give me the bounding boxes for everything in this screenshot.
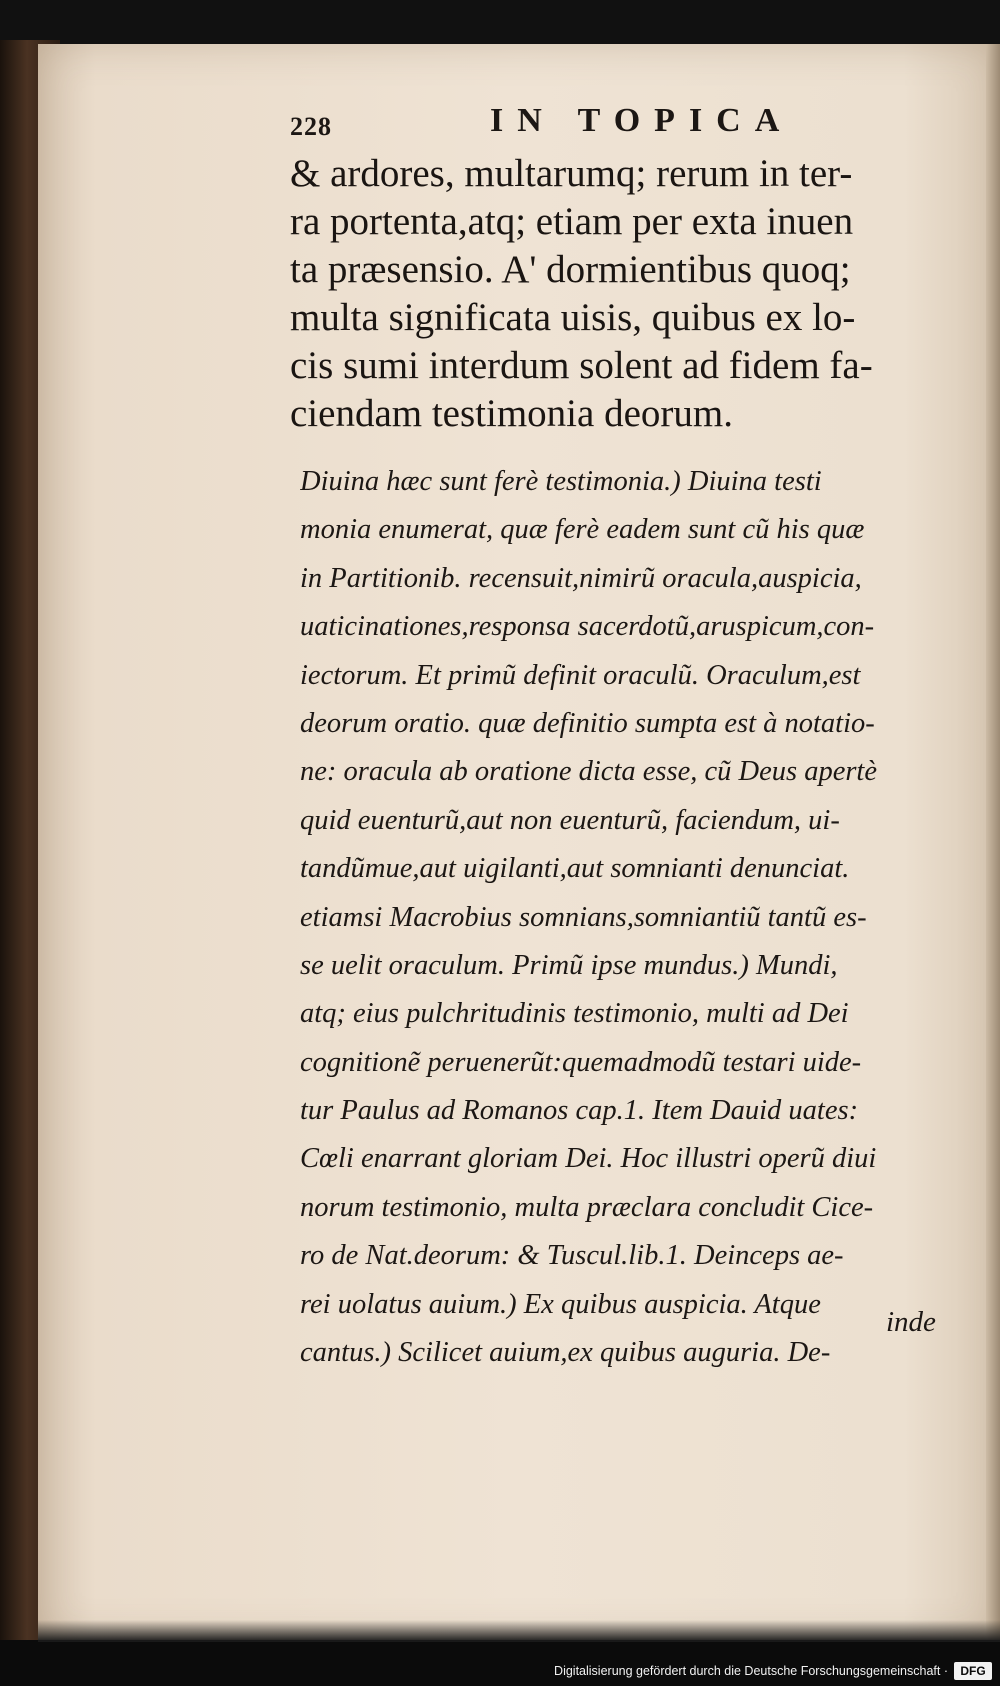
commentary-line: monia enumerat, quæ ferè eadem sunt cũ his quæ xyxy=(300,514,865,546)
commentary-block xyxy=(300,458,960,1377)
commentary-line: Diuina hæc sunt ferè testimonia.) Diuina testi xyxy=(300,466,822,497)
commentary-line: ne: oracula ab oratione dicta esse, cũ Deus apertè xyxy=(300,756,877,788)
text-line: multa significata uisis, quibus ex lo- xyxy=(290,296,856,339)
page-bottom-shadow xyxy=(38,1620,1000,1642)
commentary-line: quid euenturũ,aut non euenturũ, faciendum, ui- xyxy=(300,804,840,836)
commentary-line: iectorum. Et primũ definit oraculũ. Oraculum,est xyxy=(300,659,861,691)
commentary-line: Cœli enarrant gloriam Dei. Hoc illustri operũ diui xyxy=(300,1143,877,1175)
commentary-line: deorum oratio. quæ definitio sumpta est à notatio- xyxy=(300,707,875,739)
commentary-line: uaticinationes,responsa sacerdotũ,aruspicum,con- xyxy=(300,611,875,643)
commentary-line: norum testimonio, multa præclara concludit Cice- xyxy=(300,1191,874,1223)
commentary-line: rei uolatus auium.) Ex quibus auspicia. Atque xyxy=(300,1288,821,1320)
commentary-line: in Partitionib. recensuit,nimirũ oracula,auspicia, xyxy=(300,562,862,594)
commentary-line: etiamsi Macrobius somnians,somniantiũ tantũ es- xyxy=(300,901,867,933)
commentary-line: cantus.) Scilicet auium,ex quibus auguria. De- xyxy=(300,1337,831,1369)
text-line: cis sumi interdum solent ad fidem fa- xyxy=(290,344,873,387)
commentary-line: atq; eius pulchritudinis testimonio, multi ad Dei xyxy=(300,998,849,1030)
page-header xyxy=(290,102,950,146)
catchword: inde xyxy=(886,1306,936,1338)
running-head: IN TOPICA xyxy=(490,102,794,139)
text-line: ciendam testimonia deorum. xyxy=(290,392,733,435)
text-line: & ardores, multarumq; rerum in ter- xyxy=(290,152,853,195)
commentary-line: ro de Nat.deorum: & Tuscul.lib.1. Deinceps ae- xyxy=(300,1240,844,1272)
page-number: 228 xyxy=(290,112,332,141)
text-line: ta præsensio. A' dormientibus quoq; xyxy=(290,248,851,291)
digitization-credit: Digitalisierung gefördert durch die Deutsche Forschungsgemeinschaft · xyxy=(554,1664,948,1678)
dfg-logo: DFG xyxy=(954,1662,992,1680)
commentary-line: tur Paulus ad Romanos cap.1. Item Dauid uates: xyxy=(300,1095,859,1127)
main-text-block xyxy=(290,150,960,438)
commentary-line: tandũmue,aut uigilanti,aut somnianti denunciat. xyxy=(300,853,850,885)
commentary-line: cognitionẽ peruenerũt:quemadmodũ testari uide- xyxy=(300,1046,862,1078)
page-edge xyxy=(986,44,1000,1640)
text-line: ra portenta,atq; etiam per exta inuen xyxy=(290,200,854,243)
commentary-line: se uelit oraculum. Primũ ipse mundus.) Mundi, xyxy=(300,949,838,981)
